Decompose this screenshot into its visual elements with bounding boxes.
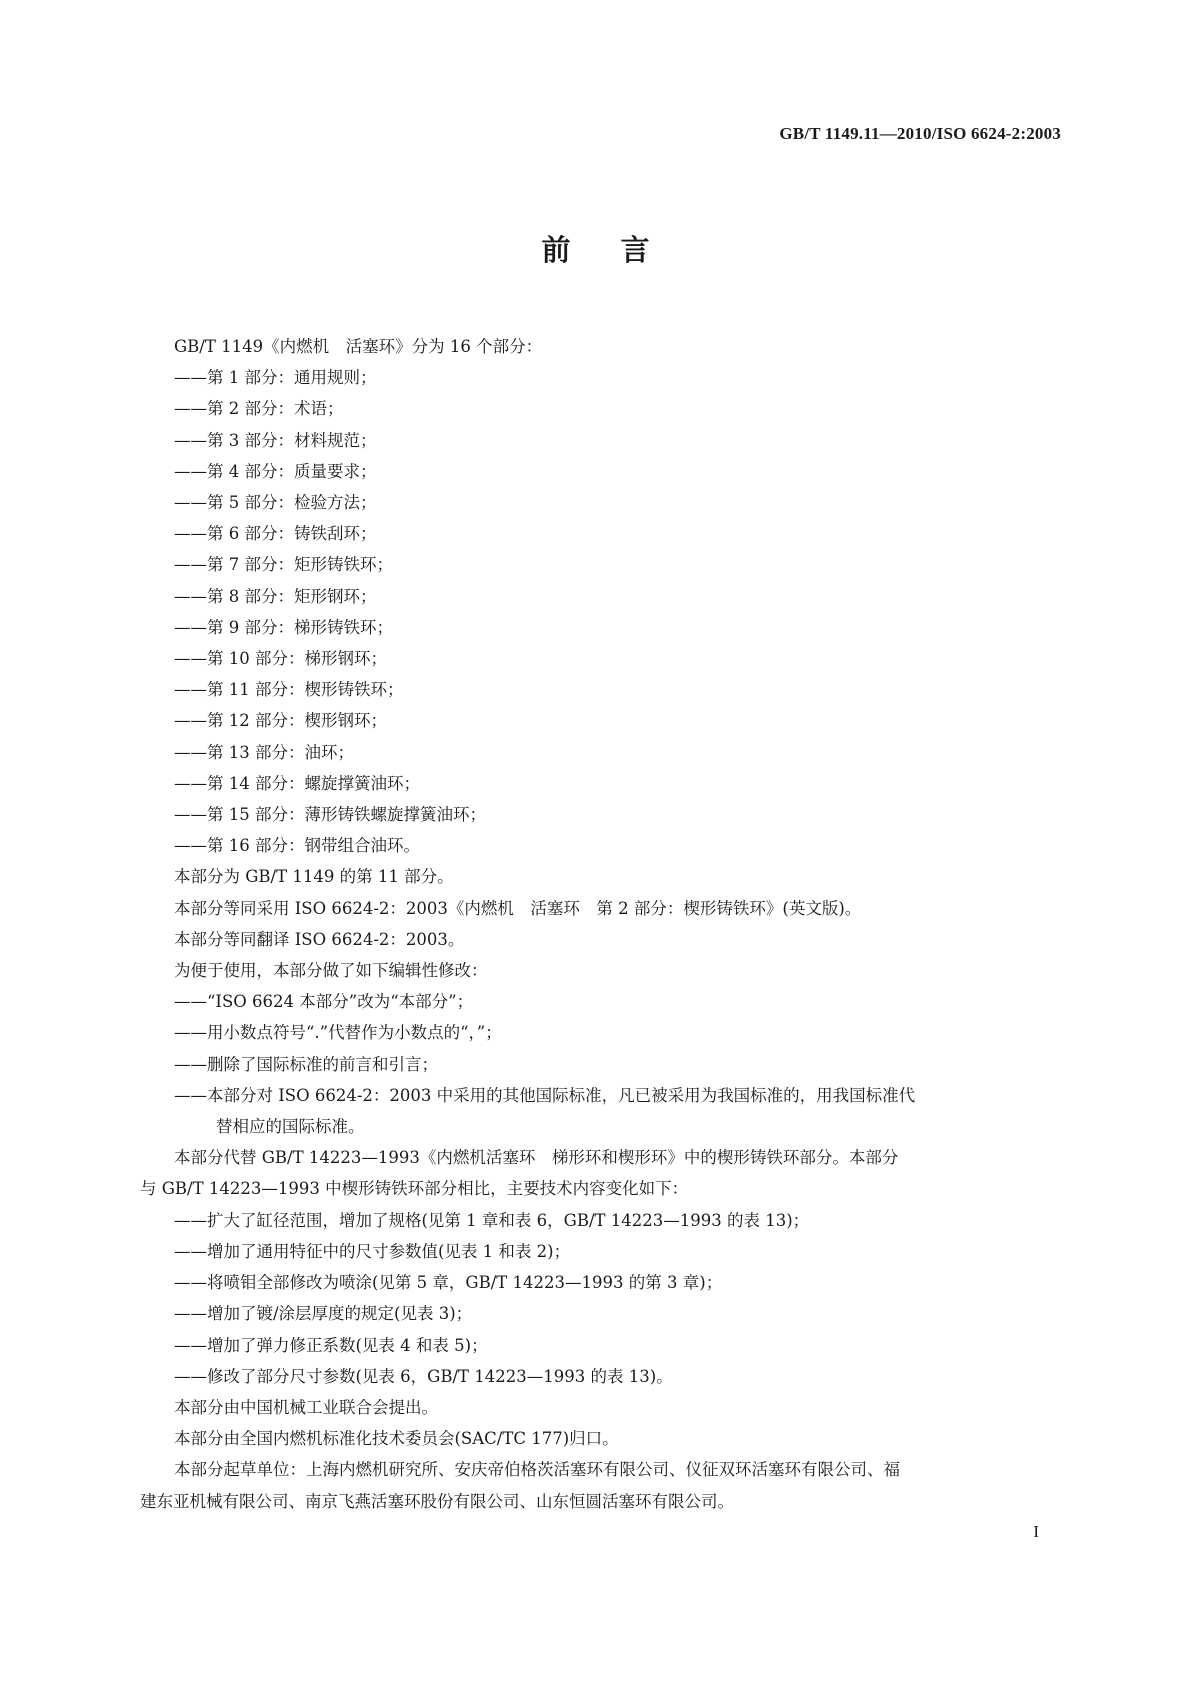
- list-item: ——修改了部分尺寸参数(见表 6，GB/T 14223—1993 的表 13)。: [174, 1366, 673, 1386]
- list-item: ——增加了镀/涂层厚度的规定(见表 3)；: [174, 1304, 473, 1324]
- list-item: ——第 16 部分：钢带组合油环。: [174, 836, 420, 856]
- list-item: ——第 6 部分：铸铁刮环；: [174, 524, 377, 544]
- paragraph-line: 本部分代替 GB/T 14223—1993《内燃机活塞环 梯形环和楔形环》中的楔形铸铁环部分。本部分: [174, 1148, 899, 1168]
- list-item: ——第 12 部分：楔形钢环；: [174, 711, 387, 731]
- list-item: ——第 15 部分：薄形铸铁螺旋撑簧油环；: [174, 805, 486, 825]
- list-item: ——第 5 部分：检验方法；: [174, 493, 377, 513]
- foreword-body: [140, 331, 1058, 1517]
- paragraph-line: 为便于使用，本部分做了如下编辑性修改：: [174, 961, 488, 981]
- list-item: ——“ISO 6624 本部分”改为“本部分”；: [174, 992, 474, 1012]
- list-item: ——本部分对 ISO 6624-2：2003 中采用的其他国际标准，凡已被采用为我国标准的，用我国标准代: [174, 1085, 916, 1105]
- paragraph-line: 本部分等同翻译 ISO 6624-2：2003。: [174, 929, 465, 949]
- list-item: ——第 2 部分：术语；: [174, 399, 344, 419]
- list-item: ——第 10 部分：梯形钢环；: [174, 649, 387, 669]
- page-title: 前言: [541, 233, 700, 267]
- list-item: ——第 1 部分：通用规则；: [174, 368, 377, 388]
- list-item: ——第 14 部分：螺旋撑簧油环；: [174, 773, 420, 793]
- paragraph-line: 本部分为 GB/T 1149 的第 11 部分。: [174, 867, 454, 887]
- list-item: ——增加了弹力修正系数(见表 4 和表 5)；: [174, 1335, 488, 1355]
- list-item: ——第 4 部分：质量要求；: [174, 461, 377, 481]
- paragraph-line: GB/T 1149《内燃机 活塞环》分为 16 个部分：: [174, 337, 543, 356]
- standard-code: GB/T 1149.11—2010/ISO 6624-2:2003: [779, 124, 1061, 143]
- paragraph-line: 与 GB/T 14223—1993 中楔形铸铁环部分相比，主要技术内容变化如下：: [140, 1179, 689, 1199]
- paragraph-line: 建东亚机械有限公司、南京飞燕活塞环股份有限公司、山东恒圆活塞环有限公司。: [140, 1491, 734, 1511]
- list-item: ——用小数点符号“.”代替作为小数点的“，”；: [174, 1023, 502, 1043]
- paragraph-line: 本部分由中国机械工业联合会提出。: [174, 1397, 438, 1417]
- paragraph-line: 本部分等同采用 ISO 6624-2：2003《内燃机 活塞环 第 2 部分：楔形铸铁环》(英文版)。: [174, 898, 862, 918]
- paragraph-line: 本部分由全国内燃机标准化技术委员会(SAC/TC 177)归口。: [174, 1429, 619, 1449]
- list-item: ——第 3 部分：材料规范；: [174, 430, 377, 450]
- list-item: ——删除了国际标准的前言和引言；: [174, 1054, 438, 1074]
- paragraph-line: 替相应的国际标准。: [216, 1117, 365, 1137]
- list-item: ——增加了通用特征中的尺寸参数值(见表 1 和表 2)；: [174, 1241, 571, 1261]
- list-item: ——第 13 部分：油环；: [174, 742, 354, 762]
- list-item: ——第 9 部分：梯形铸铁环；: [174, 617, 393, 637]
- list-item: ——将喷钼全部修改为喷涂(见第 5 章，GB/T 14223—1993 的第 3 章)；: [174, 1273, 723, 1293]
- page-number: I: [1033, 1522, 1039, 1541]
- list-item: ——第 11 部分：楔形铸铁环；: [174, 680, 404, 700]
- list-item: ——扩大了缸径范围，增加了规格(见第 1 章和表 6，GB/T 14223—1993 的表 13)；: [174, 1210, 810, 1230]
- paragraph-line: 本部分起草单位：上海内燃机研究所、安庆帝伯格茨活塞环有限公司、仪征双环活塞环有限公司、福: [174, 1460, 900, 1480]
- list-item: ——第 7 部分：矩形铸铁环；: [174, 555, 393, 575]
- list-item: ——第 8 部分：矩形钢环；: [174, 586, 377, 606]
